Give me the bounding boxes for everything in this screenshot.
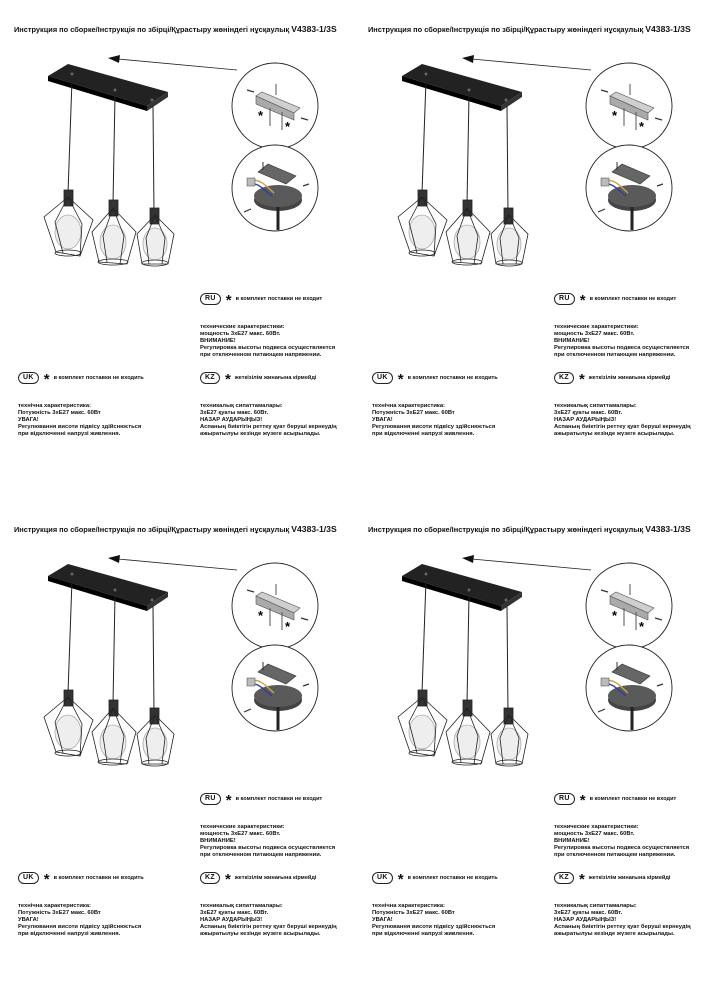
mounting-bracket-icon [586, 63, 672, 149]
ru-badge: RU [200, 293, 221, 305]
instruction-sheet-2 [354, 0, 707, 500]
kz-note: жеткізілім жинағына кірмейді [588, 875, 671, 881]
asterisk-icon: * [224, 871, 231, 888]
wiring-detail-icon [586, 145, 672, 231]
uk-specs [372, 903, 495, 938]
kz-specs-heading: техникалық сипаттамалары: [554, 903, 637, 909]
uk-note-row [18, 871, 144, 888]
canopy-bar [402, 564, 522, 611]
kz-note: жеткізілім жинағына кірмейді [234, 375, 317, 381]
uk-note: в комплект поставки не входить [53, 875, 144, 881]
asterisk-icon: * [43, 871, 50, 888]
ru-specs [554, 324, 689, 359]
arrow-left-icon [462, 555, 591, 570]
uk-note-row [372, 871, 498, 888]
ru-warning-line1: Регулировка высоты подвеса осуществляется [200, 345, 336, 351]
mounting-bracket-icon [232, 563, 318, 649]
asterisk-icon: * [397, 871, 404, 888]
title-text: Инструкция по сборке/Інструкція по збірці/Құрастыру жөніндегі нұсқаулық [14, 25, 290, 34]
uk-note-row [372, 371, 498, 388]
mounting-bracket-icon [232, 63, 318, 149]
uk-specs-value: Потужність 3хЕ27 макс. 60Вт [18, 910, 101, 916]
canopy-bar [402, 64, 522, 111]
kz-warning: НАЗАР АУДАРЫҢЫЗ! [554, 417, 617, 423]
uk-specs-value: Потужність 3хЕ27 макс. 60Вт [372, 910, 455, 916]
instruction-sheet-3 [0, 500, 353, 1000]
model-number: V4383-1/3S [291, 524, 337, 534]
uk-warning-line2: при відключенні напрузі живлення. [18, 431, 121, 437]
ru-warning: ВНИМАНИЕ! [200, 338, 236, 344]
instruction-sheet-4 [354, 500, 707, 1000]
uk-warning-line2: при відключенні напрузі живлення. [372, 431, 475, 437]
ru-specs-heading: технические характеристики: [554, 824, 639, 830]
ru-note-row [554, 292, 677, 309]
ru-warning: ВНИМАНИЕ! [554, 838, 590, 844]
pendant-lamp-illustration [0, 0, 353, 300]
kz-warning: НАЗАР АУДАРЫҢЫЗ! [200, 917, 263, 923]
uk-note-row [18, 371, 144, 388]
pendant-lamp-illustration [354, 500, 707, 800]
uk-specs-heading: технічна характеристика: [18, 903, 91, 909]
uk-warning: УВАГА! [372, 917, 393, 923]
kz-warning-line1: Аспаның биіктігін реттеу қуат беруші кернеудің [200, 424, 337, 430]
pendant-lamp-illustration [0, 500, 353, 800]
uk-specs-heading: технічна характеристика: [18, 403, 91, 409]
uk-warning-line1: Регулювання висоти підвісу здійснюється [18, 924, 142, 930]
ru-warning-line2: при отключенном питающем напряжении. [200, 352, 322, 358]
kz-note: жеткізілім жинағына кірмейді [588, 375, 671, 381]
kz-warning-line2: ажыратылуы кезінде жүзеге асырылады. [200, 931, 321, 937]
kz-note-row [200, 371, 317, 388]
title-text: Инструкция по сборке/Інструкція по збірці/Құрастыру жөніндегі нұсқаулық [368, 525, 644, 534]
model-number: V4383-1/3S [645, 524, 691, 534]
kz-specs [554, 403, 691, 438]
kz-note-row [200, 871, 317, 888]
uk-specs-value: Потужність 3хЕ27 макс. 60Вт [18, 410, 101, 416]
svg-text:*: * [258, 108, 264, 123]
asterisk-icon: * [397, 371, 404, 388]
kz-note: жеткізілім жинағына кірмейді [234, 875, 317, 881]
uk-badge: UK [18, 872, 39, 884]
uk-warning-line1: Регулювання висоти підвісу здійснюється [18, 424, 142, 430]
kz-specs [200, 403, 337, 438]
arrow-left-icon [108, 55, 237, 70]
title-text: Инструкция по сборке/Інструкція по збірці/Құрастыру жөніндегі нұсқаулық [368, 25, 644, 34]
svg-text:*: * [612, 608, 618, 623]
canopy-bar [48, 564, 168, 611]
lamp-shade-3 [491, 208, 528, 266]
svg-text:*: * [612, 108, 618, 123]
uk-note: в комплект поставки не входить [407, 875, 498, 881]
ru-warning: ВНИМАНИЕ! [200, 838, 236, 844]
asterisk-icon: * [225, 292, 232, 309]
ru-badge: RU [554, 293, 575, 305]
uk-specs [18, 903, 141, 938]
ru-specs-heading: технические характеристики: [554, 324, 639, 330]
uk-warning: УВАГА! [18, 917, 39, 923]
instruction-sheet-1 [0, 0, 353, 500]
ru-warning-line2: при отключенном питающем напряжении. [554, 352, 676, 358]
kz-warning-line1: Аспаның биіктігін реттеу қуат беруші кернеудің [554, 924, 691, 930]
ru-specs-value: мощность 3хЕ27 макс. 60Вт. [200, 331, 281, 337]
uk-badge: UK [372, 372, 393, 384]
lamp-shade-1 [398, 690, 447, 756]
lamp-shade-3 [137, 708, 174, 766]
ru-warning-line1: Регулировка высоты подвеса осуществляется [554, 345, 690, 351]
uk-warning-line1: Регулювання висоти підвісу здійснюється [372, 424, 496, 430]
lamp-shade-1 [44, 190, 93, 256]
asterisk-icon: * [43, 371, 50, 388]
ru-note: в комплект поставки не входит [235, 796, 323, 802]
asterisk-icon: * [579, 792, 586, 809]
ru-warning-line2: при отключенном питающем напряжении. [554, 852, 676, 858]
ru-warning-line2: при отключенном питающем напряжении. [200, 852, 322, 858]
kz-specs-heading: техникалық сипаттамалары: [200, 403, 283, 409]
uk-warning-line1: Регулювання висоти підвісу здійснюється [372, 924, 496, 930]
uk-warning-line2: при відключенні напрузі живлення. [372, 931, 475, 937]
kz-note-row [554, 371, 671, 388]
canopy-bar [48, 64, 168, 111]
ru-specs [554, 824, 689, 859]
svg-text:*: * [258, 608, 264, 623]
kz-note-row [554, 871, 671, 888]
ru-badge: RU [200, 793, 221, 805]
mounting-bracket-icon [586, 563, 672, 649]
model-number: V4383-1/3S [645, 24, 691, 34]
asterisk-icon: * [224, 371, 231, 388]
ru-specs-heading: технические характеристики: [200, 324, 285, 330]
uk-specs-heading: технічна характеристика: [372, 403, 445, 409]
lamp-shade-2 [92, 700, 136, 765]
ru-specs-value: мощность 3хЕ27 макс. 60Вт. [554, 331, 635, 337]
lamp-shade-1 [398, 190, 447, 256]
wiring-detail-icon [586, 645, 672, 731]
uk-specs-value: Потужність 3хЕ27 макс. 60Вт [372, 410, 455, 416]
ru-warning-line1: Регулировка высоты подвеса осуществляется [554, 845, 690, 851]
kz-badge: KZ [554, 372, 574, 384]
lamp-shade-3 [491, 708, 528, 766]
arrow-left-icon [462, 55, 591, 70]
asterisk-icon: * [578, 871, 585, 888]
ru-warning-line1: Регулировка высоты подвеса осуществляется [200, 845, 336, 851]
kz-specs-heading: техникалық сипаттамалары: [200, 903, 283, 909]
kz-badge: KZ [554, 872, 574, 884]
ru-note-row [200, 292, 323, 309]
ru-note: в комплект поставки не входит [589, 796, 677, 802]
asterisk-icon: * [578, 371, 585, 388]
kz-specs [200, 903, 337, 938]
ru-note: в комплект поставки не входит [235, 296, 323, 302]
pendant-lamp-illustration [354, 0, 707, 300]
ru-note: в комплект поставки не входит [589, 296, 677, 302]
kz-warning-line1: Аспаның биіктігін реттеу қуат беруші кернеудің [554, 424, 691, 430]
ru-specs-value: мощность 3хЕ27 макс. 60Вт. [200, 831, 281, 837]
kz-warning-line2: ажыратылуы кезінде жүзеге асырылады. [200, 431, 321, 437]
kz-specs-value: 3хЕ27 қуаты макс. 60Вт. [200, 910, 269, 916]
lamp-shade-2 [92, 200, 136, 265]
svg-text:*: * [285, 619, 291, 634]
model-number: V4383-1/3S [291, 24, 337, 34]
uk-badge: UK [18, 372, 39, 384]
wiring-detail-icon [232, 145, 318, 231]
uk-specs [372, 403, 495, 438]
lamp-shade-3 [137, 208, 174, 266]
kz-warning: НАЗАР АУДАРЫҢЫЗ! [200, 417, 263, 423]
kz-specs-heading: техникалық сипаттамалары: [554, 403, 637, 409]
ru-badge: RU [554, 793, 575, 805]
kz-specs-value: 3хЕ27 қуаты макс. 60Вт. [554, 410, 623, 416]
lamp-shade-1 [44, 690, 93, 756]
kz-warning-line1: Аспаның биіктігін реттеу қуат беруші кернеудің [200, 924, 337, 930]
kz-warning: НАЗАР АУДАРЫҢЫЗ! [554, 917, 617, 923]
ru-specs [200, 324, 335, 359]
asterisk-icon: * [579, 292, 586, 309]
kz-badge: KZ [200, 872, 220, 884]
ru-specs-value: мощность 3хЕ27 макс. 60Вт. [554, 831, 635, 837]
ru-specs-heading: технические характеристики: [200, 824, 285, 830]
title-text: Инструкция по сборке/Інструкція по збірці/Құрастыру жөніндегі нұсқаулық [14, 525, 290, 534]
lamp-shade-2 [446, 700, 490, 765]
uk-note: в комплект поставки не входить [407, 375, 498, 381]
uk-specs-heading: технічна характеристика: [372, 903, 445, 909]
arrow-left-icon [108, 555, 237, 570]
kz-specs [554, 903, 691, 938]
ru-specs [200, 824, 335, 859]
ru-note-row [200, 792, 323, 809]
svg-text:*: * [285, 119, 291, 134]
kz-badge: KZ [200, 372, 220, 384]
kz-specs-value: 3хЕ27 қуаты макс. 60Вт. [200, 410, 269, 416]
uk-specs [18, 403, 141, 438]
svg-text:*: * [639, 119, 645, 134]
uk-warning-line2: при відключенні напрузі живлення. [18, 931, 121, 937]
ru-note-row [554, 792, 677, 809]
uk-warning: УВАГА! [372, 417, 393, 423]
wiring-detail-icon [232, 645, 318, 731]
asterisk-icon: * [225, 792, 232, 809]
uk-note: в комплект поставки не входить [53, 375, 144, 381]
kz-warning-line2: ажыратылуы кезінде жүзеге асырылады. [554, 431, 675, 437]
lamp-shade-2 [446, 200, 490, 265]
svg-text:*: * [639, 619, 645, 634]
uk-warning: УВАГА! [18, 417, 39, 423]
kz-specs-value: 3хЕ27 қуаты макс. 60Вт. [554, 910, 623, 916]
uk-badge: UK [372, 872, 393, 884]
ru-warning: ВНИМАНИЕ! [554, 338, 590, 344]
kz-warning-line2: ажыратылуы кезінде жүзеге асырылады. [554, 931, 675, 937]
